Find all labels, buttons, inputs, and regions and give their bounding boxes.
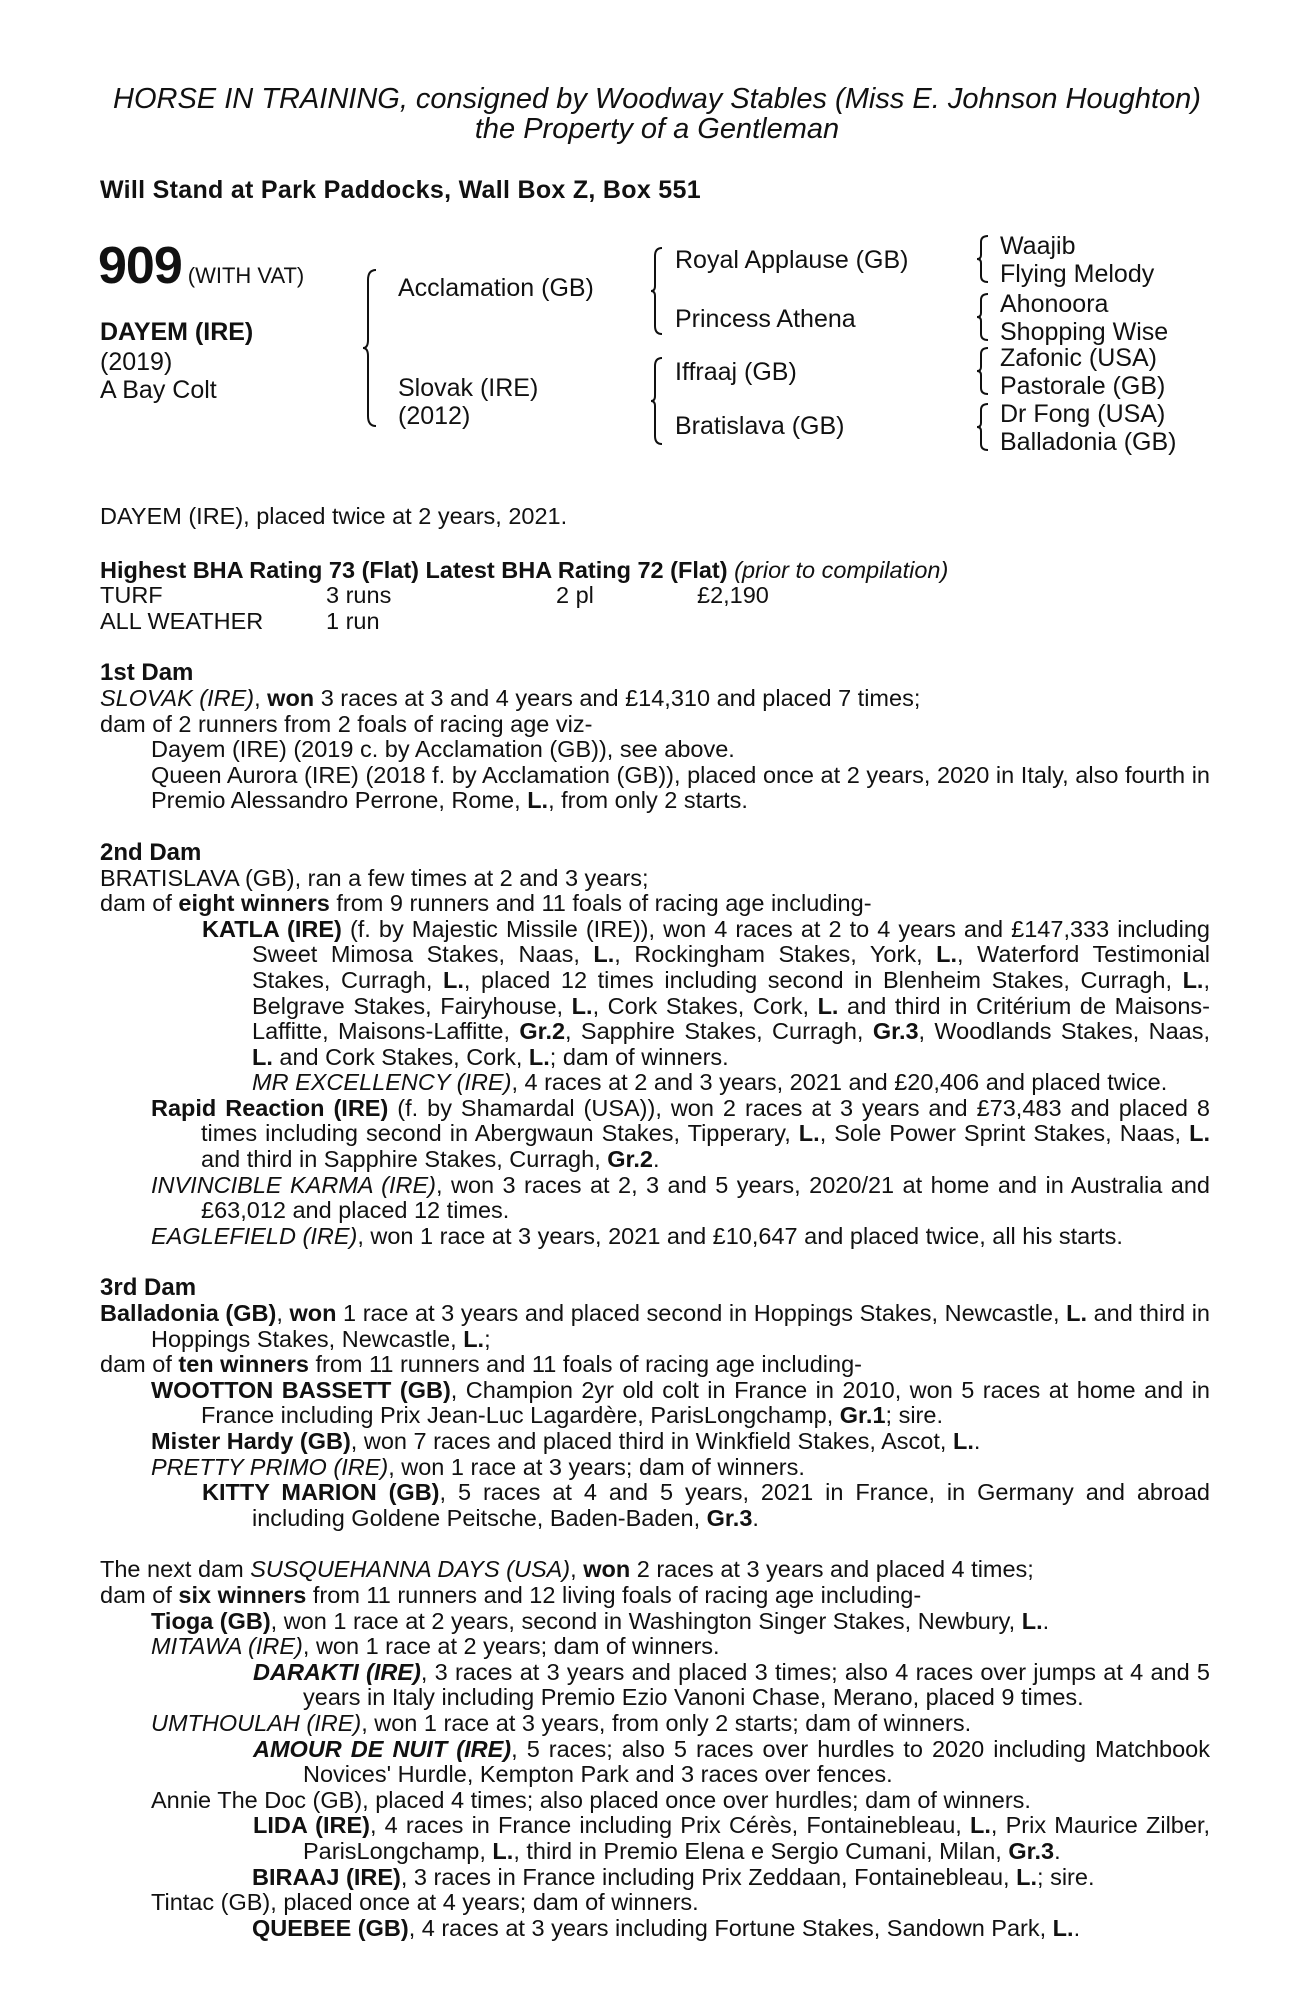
pedigree-g3-4: Shopping Wise — [1000, 318, 1169, 346]
horse-name: DARAKTI (IRE) — [253, 1658, 421, 1685]
produce-entry — [100, 1634, 1210, 1660]
section-title: 3rd Dam — [100, 1274, 197, 1302]
dam-line: SLOVAK (IRE), won 3 races at 3 and 4 years and £14,310 and placed 7 times; — [100, 684, 921, 711]
stand-location: Will Stand at Park Paddocks, Wall Box Z, Box 551 — [100, 176, 701, 204]
pedigree-g3-1: Waajib — [1000, 232, 1076, 260]
dam-name: SLOVAK (IRE) — [100, 684, 255, 711]
dam-line — [100, 1301, 1210, 1352]
horse-name: QUEBEE (GB) — [252, 1914, 409, 1941]
text: , 3 races in France including Prix Zeddaan, Fontainebleau, — [400, 1863, 1017, 1890]
text: , Belgrave Stakes, Fairyhouse, — [252, 966, 1210, 1019]
horse-description: A Bay Colt — [100, 376, 217, 404]
text: ; sire. — [885, 1402, 943, 1429]
dam-record: 3 races at 3 and 4 years and £14,310 and placed 7 times; — [314, 684, 921, 711]
consignor-heading — [100, 84, 1214, 144]
horse-name: Mister Hardy (GB) — [151, 1428, 351, 1454]
listed-label: L. — [492, 1837, 514, 1864]
record-placed: 2 pl — [556, 582, 594, 609]
text: (f. by Shamardal (USA)), won 2 races at 3 years and £73,483 and placed 8 times including second in Abergwaun Stakes, Tipperary, — [201, 1094, 1210, 1147]
produce-entry — [100, 1813, 1210, 1864]
dam-name: SUSQUEHANNA DAYS (USA) — [250, 1556, 571, 1583]
pedigree-dam-year: (2012) — [398, 402, 471, 430]
pedigree-dam-sire: Iffraaj (GB) — [675, 358, 797, 386]
text: , Rockingham Stakes, York, — [614, 941, 937, 968]
text: (f. by Majestic Missile (IRE)), won 4 races at 2 to 4 years and £147,333 including Sweet Mimosa Stakes, Naas, — [252, 915, 1210, 968]
group-label: Gr.3 — [872, 1018, 919, 1045]
listed-label: L. — [952, 1428, 974, 1454]
pedigree-g3-6: Pastorale (GB) — [1000, 372, 1166, 400]
listed-label: L. — [252, 1043, 273, 1070]
race-summary: DAYEM (IRE), placed twice at 2 years, 2021. — [100, 503, 568, 529]
produce-text: Queen Aurora (IRE) (2018 f. by Acclamation (GB)), placed once at 2 years, 2020 in Italy, also fourth in Premio Alessandro Perrone, Rome, — [151, 761, 1210, 814]
text: , Sole Power Sprint Stakes, Naas, — [819, 1120, 1190, 1147]
winners-count: ten winners — [178, 1351, 309, 1378]
text: , — [276, 1300, 290, 1327]
produce-entry — [100, 1737, 1210, 1788]
text: , 5 races at 4 and 5 years, 2021 in France, in Germany and abroad including Goldene Peitsche, Baden-Baden, — [252, 1479, 1210, 1531]
text: ; dam of winners. — [549, 1043, 729, 1070]
text: . — [1054, 1837, 1061, 1864]
text: , Sapphire Stakes, Curragh, — [565, 1018, 873, 1045]
produce-summary — [100, 891, 1210, 917]
text: , won 1 race at 2 years, second in Washington Singer Stakes, Newbury, — [270, 1607, 1022, 1634]
horse-year: (2019) — [100, 348, 173, 376]
pedigree-g3-3: Ahonoora — [1000, 290, 1109, 318]
turf-record — [100, 583, 1210, 609]
produce-entry — [100, 917, 1210, 1071]
text: , won 1 race at 2 years; dam of winners. — [302, 1633, 720, 1660]
winners-count: eight winners — [178, 890, 330, 917]
produce-entry: Dayem (IRE) (2019 c. by Acclamation (GB)), see above. — [151, 736, 735, 763]
text: . — [973, 1428, 981, 1454]
produce-entry — [100, 1378, 1210, 1429]
text: and third in Critérium de Maisons-Laffitte, Maisons-Laffitte, — [252, 992, 1210, 1045]
horse-name: INVINCIBLE KARMA (IRE) — [151, 1171, 437, 1198]
listed-label: L. — [1066, 1300, 1088, 1327]
horse-name: AMOUR DE NUIT (IRE) — [253, 1735, 512, 1762]
horse-name: KATLA (IRE) — [202, 915, 342, 942]
lot-number-block — [98, 236, 304, 296]
pedigree-brace-g3-4 — [976, 402, 990, 452]
pedigree-g3-8: Balladonia (GB) — [1000, 428, 1177, 456]
listed-label: L. — [936, 941, 958, 968]
record-surface: ALL WEATHER — [100, 607, 264, 634]
produce-summary — [100, 1352, 1210, 1378]
won-label: won — [267, 684, 315, 711]
text: , 4 races at 2 and 3 years, 2021 and £20,406 and placed twice. — [511, 1069, 1168, 1096]
listed-label: L. — [593, 941, 615, 968]
group-label: Gr.1 — [839, 1402, 886, 1429]
pedigree-sire-sire: Royal Applause (GB) — [675, 246, 909, 274]
horse-name: MR EXCELLENCY (IRE) — [252, 1069, 512, 1096]
produce-entry — [100, 1173, 1210, 1224]
group-label: Gr.2 — [607, 1146, 653, 1173]
horse-identity — [100, 318, 253, 404]
pedigree-brace-g3-3 — [976, 346, 990, 396]
listed-label: L. — [1021, 1607, 1043, 1634]
listed-label: L. — [1016, 1863, 1038, 1890]
text: , won 1 race at 3 years; dam of winners. — [388, 1453, 805, 1480]
text: ; — [484, 1325, 491, 1352]
horse-name: Tioga (GB) — [151, 1607, 271, 1634]
listed-label: L. — [817, 992, 839, 1019]
listed-label: L. — [1182, 966, 1204, 993]
produce-entry — [100, 1711, 1210, 1737]
text: , — [570, 1556, 584, 1583]
aw-record — [100, 609, 1210, 635]
pedigree-g3-2: Flying Melody — [1000, 260, 1155, 288]
record-runs: 3 runs — [326, 582, 392, 609]
horse-name: WOOTTON BASSETT (GB) — [151, 1376, 451, 1403]
horse-name: EAGLEFIELD (IRE) — [151, 1222, 358, 1249]
lot-number: 909 — [98, 237, 182, 295]
listed-label: L. — [571, 992, 593, 1019]
winners-count: six winners — [178, 1581, 307, 1608]
text: , 4 races at 3 years including Fortune Stakes, Sandown Park, — [408, 1914, 1053, 1941]
dam-name: Balladonia (GB) — [100, 1300, 277, 1327]
dam-line: BRATISLAVA (GB), ran a few times at 2 and 3 years; — [100, 864, 649, 891]
rating-line — [100, 558, 1210, 584]
listed-label: L. — [970, 1812, 991, 1839]
produce-entry — [100, 1609, 1210, 1635]
pedigree-brace-sire — [650, 246, 666, 336]
pedigree-brace-main — [362, 268, 382, 428]
listed-label: L. — [528, 1043, 550, 1070]
text: 2 races at 3 years and placed 4 times; — [630, 1556, 1034, 1583]
text: , Woodlands Stakes, Naas, — [918, 1018, 1210, 1045]
pedigree-g3-5: Zafonic (USA) — [1000, 344, 1157, 372]
rating-bold: Highest BHA Rating 73 (Flat) Latest BHA Rating 72 (Flat) — [100, 556, 728, 583]
text: and third in Hoppings Stakes, Newcastle, — [151, 1300, 1210, 1352]
text: and third in Sapphire Stakes, Curragh, — [201, 1146, 608, 1173]
produce-entry — [100, 1224, 1210, 1250]
produce-entry — [100, 1660, 1210, 1711]
group-label: Gr.3 — [706, 1504, 753, 1531]
pedigree-dam-dam: Bratislava (GB) — [675, 412, 845, 440]
text: . — [1042, 1607, 1050, 1634]
text: . — [1073, 1914, 1081, 1941]
text: , 5 races; also 5 races over hurdles to 2020 including Matchbook Novices' Hurdle, Kempton Park and 3 races over fences. — [303, 1735, 1211, 1788]
produce-summary: dam of 2 runners from 2 foals of racing age viz- — [100, 710, 593, 737]
horse-name: UMTHOULAH (IRE) — [151, 1709, 362, 1736]
listed-label: L. — [463, 1325, 485, 1352]
vat-note: (WITH VAT) — [187, 263, 305, 288]
won-label: won — [289, 1300, 337, 1327]
record-surface: TURF — [100, 582, 163, 609]
text: , won 7 races and placed third in Winkfield Stakes, Ascot, — [350, 1428, 953, 1454]
text: and Cork Stakes, Cork, — [272, 1043, 529, 1070]
listed-label: L. — [527, 787, 549, 814]
group-label: Gr.3 — [1008, 1837, 1055, 1864]
catalogue-body — [100, 504, 1210, 1941]
text: , won 1 race at 3 years, 2021 and £10,647 and placed twice, all his starts. — [357, 1222, 1123, 1249]
horse-name: KITTY MARION (GB) — [202, 1479, 440, 1506]
text: , Prix Maurice Zilber, ParisLongchamp, — [303, 1812, 1210, 1864]
text: , 4 races in France including Prix Cérès, Fontainebleau, — [369, 1812, 970, 1839]
produce-entry — [100, 1865, 1210, 1891]
produce-summary — [100, 1583, 1210, 1609]
horse-name: BIRAAJ (IRE) — [252, 1863, 401, 1890]
text: 1 race at 3 years and placed second in Hoppings Stakes, Newcastle, — [336, 1300, 1067, 1327]
text: , Waterford Testimonial Stakes, Curragh, — [252, 941, 1210, 993]
pedigree-brace-g3-2 — [976, 292, 990, 342]
produce-entry: Annie The Doc (GB), placed 4 times; also placed once over hurdles; dam of winners. — [151, 1786, 1031, 1813]
dam-line — [100, 1557, 1210, 1583]
text: The next dam — [100, 1556, 251, 1583]
property-line: the Property of a Gentleman — [474, 113, 840, 145]
listed-label: L. — [1052, 1914, 1074, 1941]
listed-label: L. — [798, 1120, 820, 1147]
rating-note: (prior to compilation) — [734, 556, 949, 583]
listed-label: L. — [1189, 1120, 1210, 1147]
produce-entry — [100, 1429, 1210, 1455]
text: dam of — [100, 1351, 179, 1378]
text: . — [752, 1504, 759, 1531]
text: , won 3 races at 2, 3 and 5 years, 2020/21 at home and in Australia and £63,012 and placed 12 times. — [201, 1171, 1210, 1224]
produce-entry — [100, 1455, 1210, 1481]
text: , won 1 race at 3 years, from only 2 starts; dam of winners. — [361, 1709, 972, 1736]
record-earnings: £2,190 — [697, 582, 769, 609]
horse-name: LIDA (IRE) — [253, 1812, 370, 1839]
produce-entry — [100, 1096, 1210, 1173]
section-title: 2nd Dam — [100, 838, 202, 866]
group-label: Gr.2 — [519, 1018, 566, 1045]
pedigree-sire-dam: Princess Athena — [675, 305, 856, 333]
text: from 11 runners and 11 foals of racing age including- — [308, 1351, 862, 1378]
won-label: won — [583, 1556, 631, 1583]
text: . — [653, 1146, 660, 1173]
produce-entry: Tintac (GB), placed once at 4 years; dam of winners. — [151, 1889, 699, 1916]
text: from 9 runners and 11 foals of racing age including- — [329, 890, 872, 917]
pedigree-g3-7: Dr Fong (USA) — [1000, 400, 1166, 428]
text: from 11 runners and 12 living foals of racing age including- — [306, 1581, 922, 1608]
produce-entry — [100, 763, 1210, 814]
horse-name: MITAWA (IRE) — [151, 1633, 303, 1660]
produce-entry — [100, 1070, 1210, 1096]
text: , Cork Stakes, Cork, — [592, 992, 818, 1019]
produce-entry — [100, 1480, 1210, 1531]
pedigree-brace-g3-1 — [976, 234, 990, 284]
horse-name: Rapid Reaction (IRE) — [151, 1094, 389, 1121]
horse-name: PRETTY PRIMO (IRE) — [151, 1453, 389, 1480]
produce-text: , from only 2 starts. — [548, 787, 748, 814]
text: , third in Premio Elena e Sergio Cumani, Milan, — [513, 1837, 1009, 1864]
listed-label: L. — [443, 966, 464, 993]
text: dam of — [100, 890, 179, 917]
text: , 3 races at 3 years and placed 3 times; also 4 races over jumps at 4 and 5 years in Italy including Premio Ezio Vanoni Chase, Merano, placed 9 times. — [303, 1658, 1211, 1711]
produce-entry — [100, 1916, 1210, 1942]
consignor-line: HORSE IN TRAINING, consigned by Woodway Stables (Miss E. Johnson Houghton) — [113, 83, 1201, 115]
text: , placed 12 times including second in Blenheim Stakes, Curragh, — [463, 966, 1183, 993]
pedigree-sire: Acclamation (GB) — [398, 274, 594, 302]
text: , Champion 2yr old colt in France in 2010, won 5 races at home and in France including Prix Jean-Luc Lagardère, ParisLongchamp, — [201, 1376, 1210, 1429]
section-title: 1st Dam — [100, 659, 194, 687]
text: dam of — [100, 1581, 179, 1608]
pedigree-dam: Slovak (IRE) — [398, 374, 539, 402]
pedigree-brace-dam — [650, 356, 666, 446]
text: ; sire. — [1037, 1863, 1095, 1890]
horse-name: DAYEM (IRE) — [100, 318, 254, 346]
record-runs: 1 run — [326, 607, 380, 634]
